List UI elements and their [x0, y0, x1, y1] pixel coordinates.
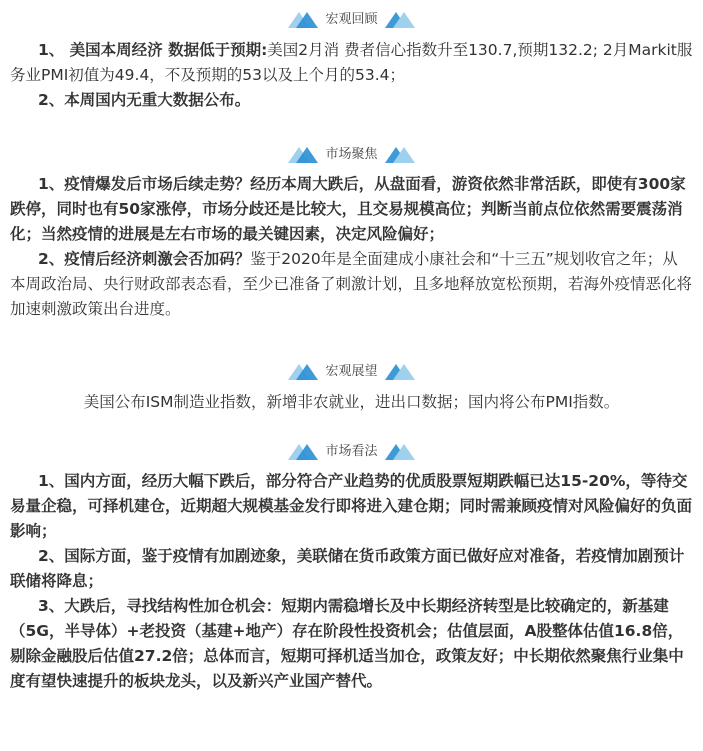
- market-view-item-3: 3、大跌后，寻找结构性加仓机会：短期内需稳增长及中长期经济转型是比较确定的，新基建（5G，半导体）+老投资（基建+地产）存在阶段性投资机会；估值层面，A股整体估值16.8倍，剔除金融股后估值27.2倍；总体而言，短期可择机适当加仓，政策友好；中长期依然聚焦行业集中度有望快速提升的板块龙头，以及新兴产业国产替代。: [10, 597, 684, 690]
- item-body: 鉴于2020年是全面建成小康社会和“十三五”规划收官之年；从本周政治局、央行财政部表态看，至少已准备了刺激计划，且多地释放宽松预期，若海外疫情恶化将加速刺激政策出台进度。: [10, 250, 693, 318]
- market-focus-body: [10, 172, 693, 322]
- section-header-macro-review: [0, 8, 703, 32]
- section-title: 市场看法: [325, 444, 378, 459]
- section-header-market-view: [0, 440, 703, 464]
- market-view-item-1: 1、国内方面，经历大幅下跌后，部分符合产业趋势的优质股票短期跌幅已达15-20%，等待交易量企稳，可择机建仓，近期超大规模基金发行即将进入建仓期；同时需兼顾疫情对风险偏好的负面影响；: [10, 472, 693, 540]
- triangle-left-icon: [288, 364, 318, 380]
- section-title: 市场聚焦: [325, 147, 378, 162]
- triangle-right-icon: [385, 12, 415, 28]
- triangle-right-icon: [385, 364, 415, 380]
- market-view-body: [10, 469, 693, 694]
- item-lead: 2、本周国内无重大数据公布。: [38, 91, 251, 109]
- section-header-market-focus: [0, 143, 703, 167]
- triangle-right-icon: [385, 444, 415, 460]
- macro-review-item-2: [10, 88, 693, 113]
- triangle-right-icon: [385, 147, 415, 163]
- item-lead: 2、疫情后经济刺激会否加码？: [38, 250, 251, 268]
- section-title: 宏观回顾: [325, 12, 378, 27]
- market-focus-item-2: [10, 247, 693, 322]
- macro-review-body: [10, 38, 693, 113]
- section-header-macro-outlook: [0, 360, 703, 384]
- macro-review-item-1: [10, 38, 693, 88]
- triangle-left-icon: [288, 147, 318, 163]
- section-title: 宏观展望: [325, 364, 378, 379]
- triangle-left-icon: [288, 444, 318, 460]
- item-lead: 1、 美国本周经济 数据低于预期:: [38, 41, 268, 59]
- market-focus-item-1: 1、疫情爆发后市场后续走势？经历本周大跌后，从盘面看，游资依然非常活跃，即使有300家跌停，同时也有50家涨停，市场分歧还是比较大，且交易规模高位；判断当前点位依然需要震荡消化；当然疫情的进展是左右市场的最关键因素，决定风险偏好；: [10, 175, 686, 243]
- macro-outlook-text: 美国公布ISM制造业指数，新增非农就业，进出口数据；国内将公布PMI指数。: [83, 393, 620, 411]
- triangle-left-icon: [288, 12, 318, 28]
- market-view-item-2: 2、国际方面，鉴于疫情有加剧迹象，美联储在货币政策方面已做好应对准备，若疫情加剧预计联储将降息；: [10, 547, 685, 590]
- item-body: 美国2月消 费者信心指数升至130.7,预期132.2; 2月Markit服 务业PMI初值为49.4，不及预期的53以及上个月的53.4；: [10, 41, 693, 84]
